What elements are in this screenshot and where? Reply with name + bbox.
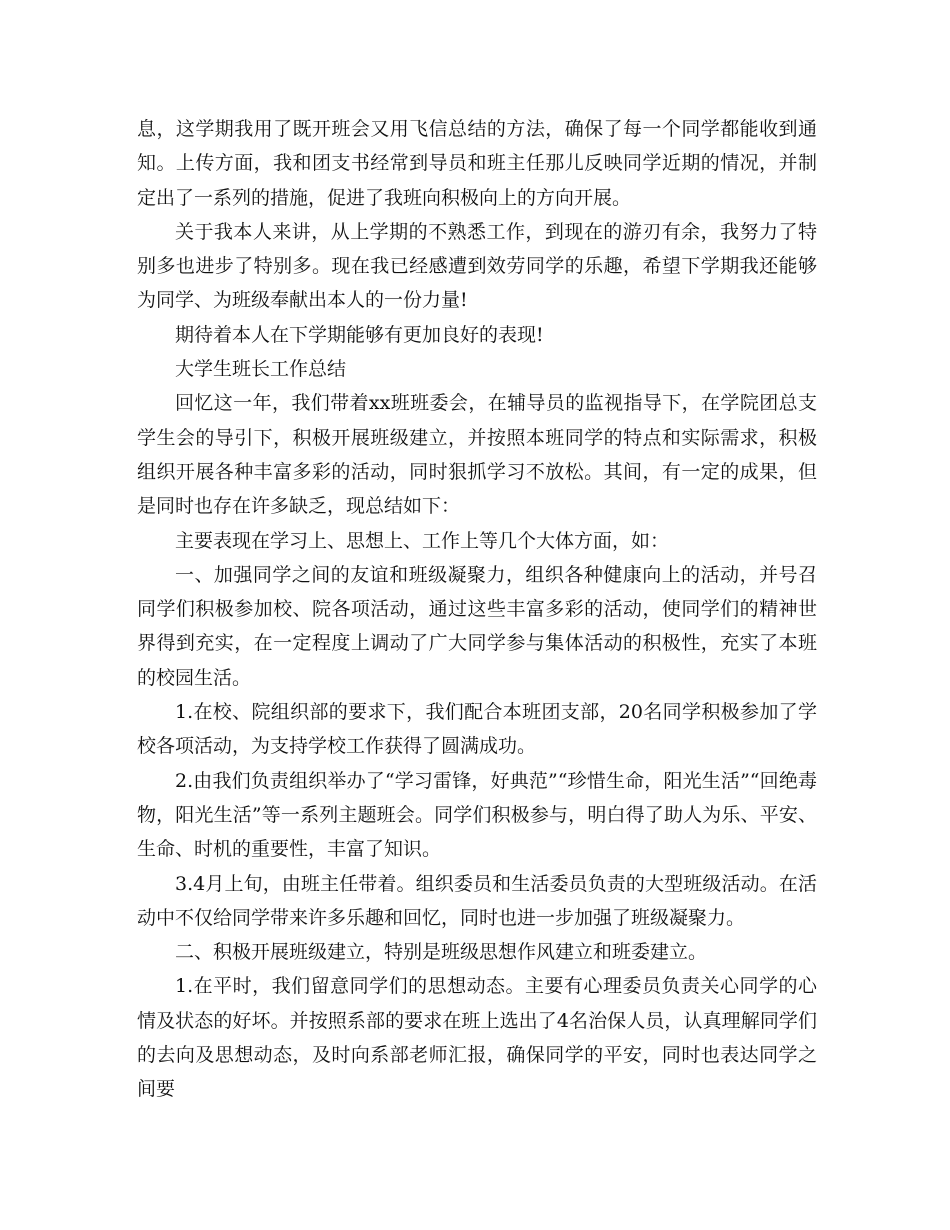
- paragraph: 1.在校、院组织部的要求下，我们配合本班团支部，20名同学积极参加了学校各项活动，为支持学校工作获得了圆满成功。: [137, 701, 817, 758]
- document-body: [137, 112, 817, 1107]
- paragraph: 期待着本人在下学期能够有更加良好的表现!: [175, 323, 544, 346]
- paragraph: 息，这学期我用了既开班会又用飞信总结的方法，确保了每一个同学都能收到通知。上传方面，我和团支书经常到导员和班主任那儿反映同学近期的情况，并制定出了一系列的措施，促进了我班向积极向上的方向开展。: [137, 118, 817, 209]
- paragraph: 关于我本人来讲，从上学期的不熟悉工作，到现在的游刃有余，我努力了特别多也进步了特别多。现在我已经感遭到效劳同学的乐趣，希望下学期我还能够为同学、为班级奉献出本人的一份力量!: [137, 220, 817, 312]
- paragraph: 2.由我们负责组织举办了“学习雷锋，好典范”“珍惜生命，阳光生活”“回绝毒物，阳光生活”等一系列主题班会。同学们积极参与，明白得了助人为乐、平安、生命、时机的重要性，丰富了知识。: [137, 769, 817, 861]
- paragraph: 回忆这一年，我们带着xx班班委会，在辅导员的监视指导下，在学院团总支学生会的导引下，积极开展班级建立，并按照本班同学的特点和实际需求，积极组织开展各种丰富多彩的活动，同时狠抓学习不放松。其间，有一定的成果，但是同时也存在许多缺乏，现总结如下：: [137, 392, 817, 518]
- paragraph: 二、积极开展班级建立，特别是班级思想作风建立和班委建立。: [175, 941, 708, 964]
- paragraph: 1.在平时，我们留意同学们的思想动态。主要有心理委员负责关心同学的心情及状态的好坏。并按照系部的要求在班上选出了4名治保人员，认真理解同学们的去向及思想动态，及时向系部老师汇报，确保同学的平安，同时也表达同学之间要: [137, 975, 817, 1101]
- paragraph: 一、加强同学之间的友谊和班级凝聚力，组织各种健康向上的活动，并号召同学们积极参加校、院各项活动，通过这些丰富多彩的活动，使同学们的精神世界得到充实，在一定程度上调动了广大同学参与集体活动的积极性，充实了本班的校园生活。: [137, 563, 817, 689]
- section-heading: 大学生班长工作总结: [175, 358, 347, 381]
- paragraph: 3.4月上旬，由班主任带着。组织委员和生活委员负责的大型班级活动。在活动中不仅给同学带来许多乐趣和回忆，同时也进一步加强了班级凝聚力。: [137, 872, 817, 929]
- paragraph: 主要表现在学习上、思想上、工作上等几个大体方面，如：: [175, 529, 670, 552]
